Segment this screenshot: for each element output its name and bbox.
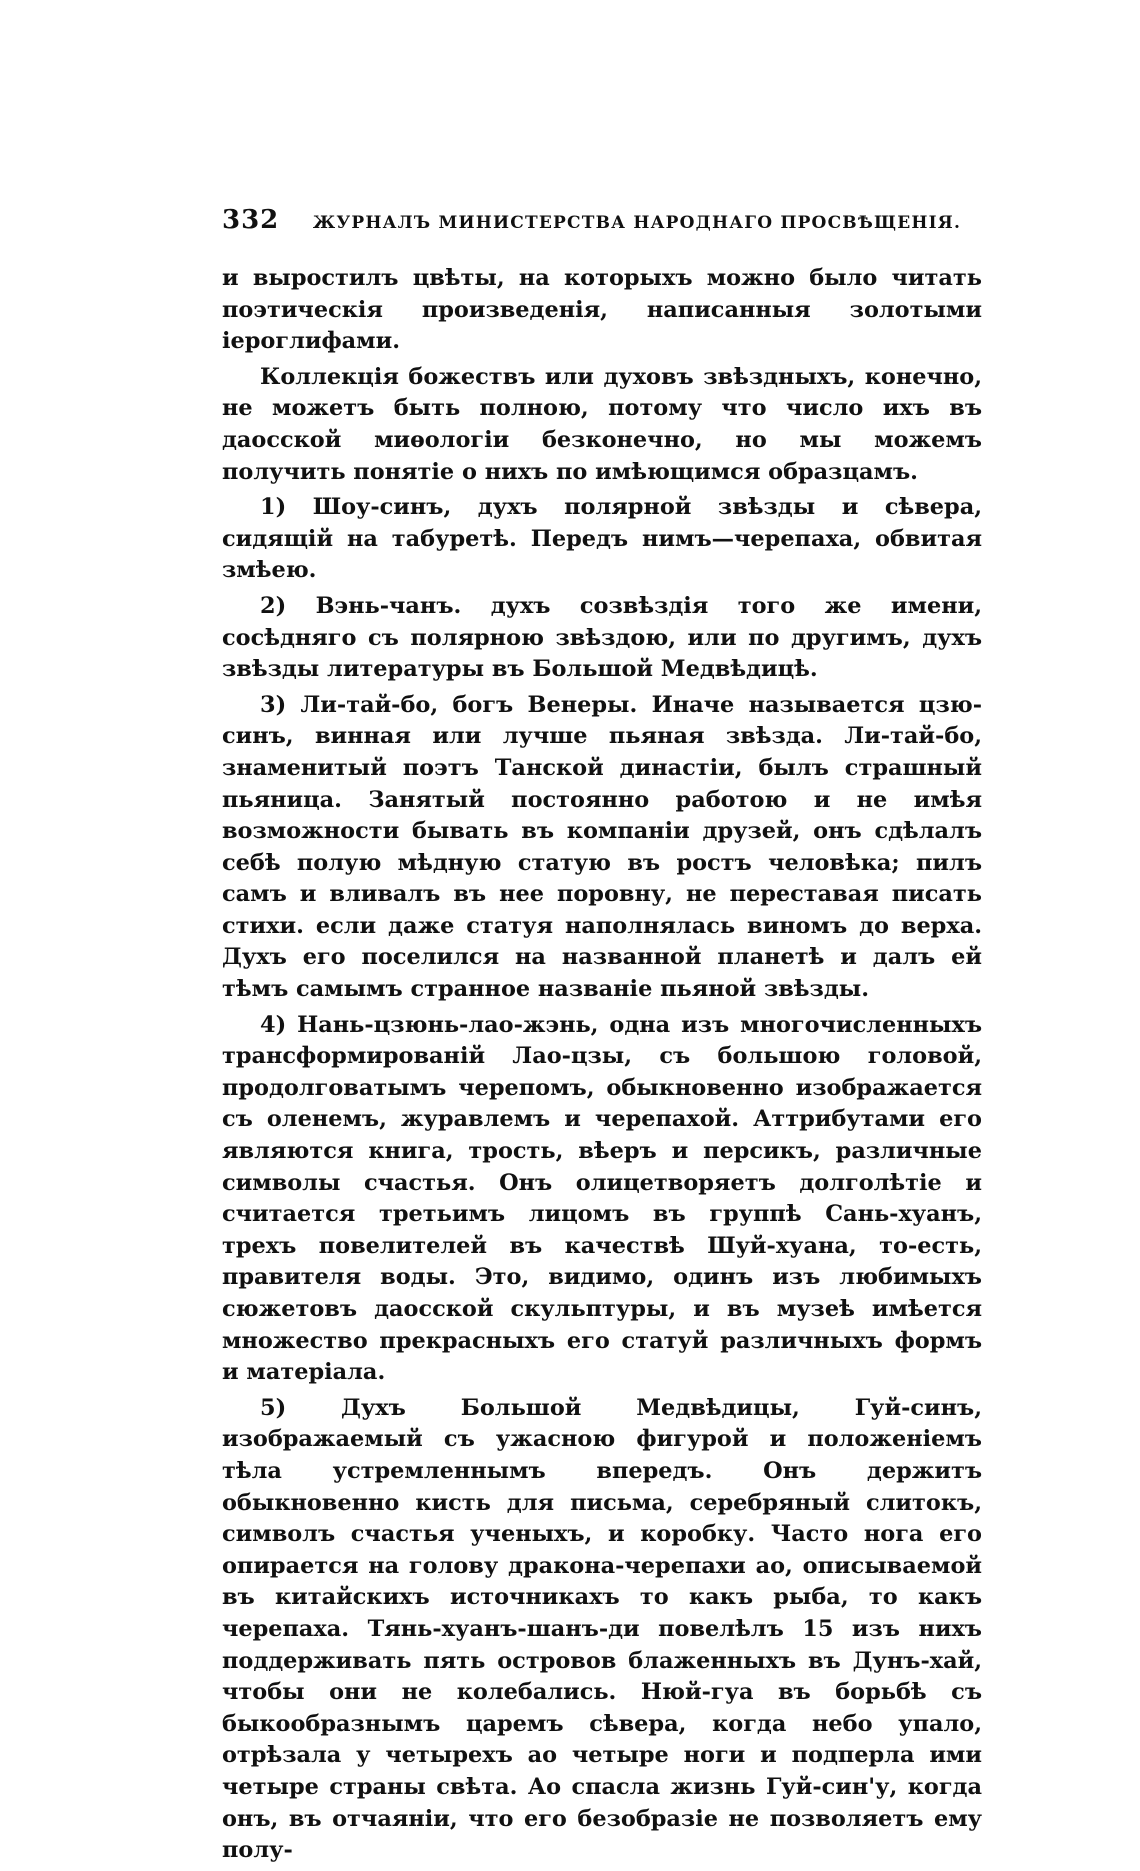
paragraph-item-4: 4) Нань-цзюнь-лао-жэнь, одна изъ многочисленныхъ трансформированій Лао-цзы, съ большою головой, продолговатымъ черепомъ, обыкновенно изображается съ оленемъ, журавлемъ и черепахой. Аттрибутами его являются книга, трость, вѣеръ и персикъ, различные символы счастья. Онъ олицетворяетъ долголѣтіе и считается третьимъ лицомъ въ группѣ Сань-хуанъ, трехъ повелителей въ качествѣ Шуй-хуана, то-есть, правителя воды. Это, видимо, одинъ изъ любимыхъ сюжетовъ даосской скульптуры, и въ музеѣ имѣется множество прекрасныхъ его статуй различныхъ формъ и матеріала. [222, 1011, 982, 1386]
book-page [222, 205, 982, 1871]
running-head [222, 205, 982, 245]
paragraph-item-5: 5) Духъ Большой Медвѣдицы, Гуй-синъ, изображаемый съ ужасною фигурой и положеніемъ тѣла устремленнымъ впередъ. Онъ держитъ обыкновенно кисть для письма, серебряный слитокъ, символъ счастья ученыхъ, и коробку. Часто нога его опирается на голову дракона-черепахи ао, описываемой въ китайскихъ источникахъ то какъ рыба, то какъ черепаха. Тянь-хуанъ-шанъ-ди повелѣлъ 15 изъ нихъ поддерживать пять островов блаженныхъ въ Дунъ-хай, чтобы они не колебались. Нюй-гуа въ борьбѣ съ быкообразнымъ царемъ сѣвера, когда небо упало, отрѣзала у четырехъ ао четыре ноги и подперла ими четыре страны свѣта. Ао спасла жизнь Гуй-син'у, когда онъ, въ отчаяніи, что его безобразіе не позволяетъ ему полу- [222, 1394, 982, 1864]
paragraph-item-1: 1) Шоу-синъ, духъ полярной звѣзды и сѣвера, сидящій на табуретѣ. Передъ нимъ—черепаха, обвитая змѣею. [222, 494, 982, 584]
journal-title: ЖУРНАЛЪ МИНИСТЕРСТВА НАРОДНАГО ПРОСВѢЩЕНІЯ. [312, 213, 962, 233]
paragraph-item-2: 2) Вэнь-чанъ. духъ созвѣздія того же имени, сосѣдняго съ полярною звѣздою, или по другимъ, духъ звѣзды литературы въ Большой Медвѣдицѣ. [222, 592, 982, 683]
page-number: 332 [222, 205, 280, 235]
paragraph-intro: Коллекція божествъ или духовъ звѣздныхъ, конечно, не можетъ быть полною, потому что число ихъ въ даосской миѳологіи безконечно, но мы можемъ получить понятіе о нихъ по имѣющимся образцамъ. [222, 363, 982, 485]
paragraph-continuation: и выростилъ цвѣты, на которыхъ можно было читать поэтическія произведенія, написанныя золотыми іероглифами. [222, 265, 982, 355]
body-text [222, 263, 982, 1867]
paragraph-item-3: 3) Ли-тай-бо, богъ Венеры. Иначе называется цзю-синъ, винная или лучше пьяная звѣзда. Ли-тай-бо, знаменитый поэтъ Танской династіи, былъ страшный пьяница. Занятый постоянно работою и не имѣя возможности бывать въ компаніи друзей, онъ сдѣлалъ себѣ полую мѣдную статую въ ростъ человѣка; пилъ самъ и вливалъ въ нее поровну, не переставая писать стихи. если даже статуя наполнялась виномъ до верха. Духъ его поселился на названной планетѣ и далъ ей тѣмъ самымъ странное названіе пьяной звѣзды. [222, 691, 982, 1003]
